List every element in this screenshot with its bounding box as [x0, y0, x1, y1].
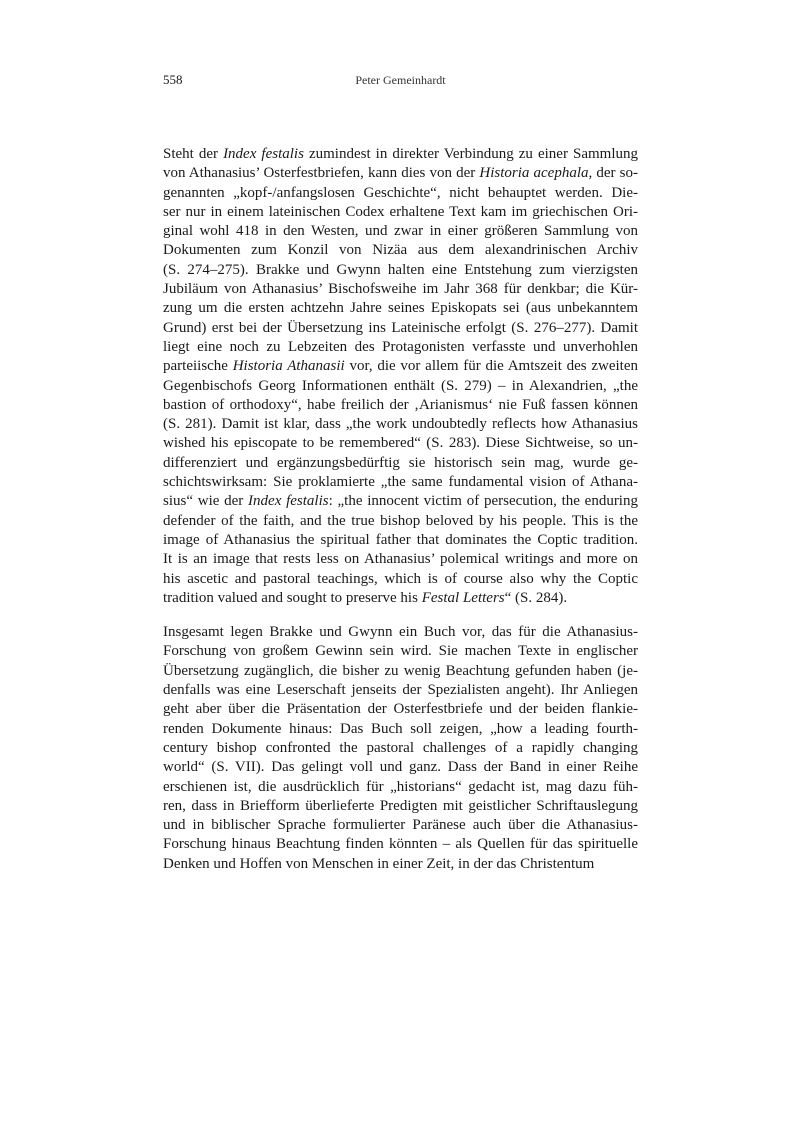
text-line: [163, 512, 638, 531]
text-line: [163, 835, 638, 854]
text-segment: (S. 274–275). Brakke und Gwynn halten eine Entstehung zum vierzigsten: [163, 261, 638, 278]
text-line: [163, 758, 638, 777]
text-line: [163, 280, 638, 299]
text-segment: Insgesamt legen Brakke und Gwynn ein Buch vor, das für die Athanasius-: [163, 624, 638, 641]
text-segment: Dokumenten zum Konzil von Nizäa aus dem alexandrinischen Archiv: [163, 242, 638, 259]
text-segment: genannten „kopf-/anfangslosen Geschichte“, nicht behauptet werden. Die-: [163, 184, 638, 201]
text-segment: ren, dass in Briefform überlieferte Predigten mit geistlicher Schriftauslegung: [163, 797, 638, 814]
text-line: [163, 589, 638, 608]
text-segment: ser nur in einem lateinischen Codex erhaltene Text kam im griechischen Ori-: [163, 203, 638, 220]
text-line: [163, 570, 638, 589]
text-segment: und in biblischer Sprache formulierter Paränese auch über die Athanasius-: [163, 817, 638, 834]
page-number: 558: [163, 72, 183, 87]
text-segment: liegt eine noch zu Lebzeiten des Protagonisten verfasste und unverhohlen: [163, 338, 638, 355]
italic-title: Festal Letters: [421, 589, 505, 606]
text-line: [163, 492, 638, 511]
text-line: [163, 434, 638, 453]
italic-title: Historia acephala: [479, 165, 589, 182]
text-line: [163, 739, 638, 758]
text-line: [163, 550, 638, 569]
body-text: [163, 145, 638, 889]
text-segment: renden Dokumente hinaus: Das Buch soll zeigen, „how a leading fourth-: [163, 720, 638, 737]
text-line: [163, 778, 638, 797]
italic-title: Historia Athanasii: [232, 358, 345, 375]
paragraph: [163, 145, 638, 608]
text-segment: schichtswirksam: Sie proklamierte „the same fundamental vision of Athana-: [163, 474, 638, 491]
text-segment: (S. 281). Damit ist klar, dass „the work undoubtedly reflects how Athanasius: [163, 416, 638, 433]
text-segment: Forschung hinaus Beachtung finden könnten – als Quellen für das spirituelle: [163, 836, 638, 853]
text-line: [163, 261, 638, 280]
text-line: [163, 241, 638, 260]
text-line: [163, 816, 638, 835]
text-segment: century bishop confronted the pastoral challenges of a rapidly changing: [163, 739, 638, 756]
text-segment: geht aber über die Präsentation der Osterfestbriefe und der beiden flankie-: [163, 701, 638, 718]
text-segment: zung um die ersten achtzehn Jahre seines Episkopats sei (aus unbekanntem: [163, 300, 638, 317]
text-line: [163, 662, 638, 681]
text-line: [163, 222, 638, 241]
text-segment: tradition valued and sought to preserve his: [163, 589, 422, 606]
text-segment: Grund) erst bei der Übersetzung ins Lateinische erfolgt (S. 276–277). Damit: [163, 319, 638, 336]
text-segment: Jubiläum von Athanasius’ Bischofsweihe im Jahr 368 für denkbar; die Kür-: [163, 281, 638, 298]
text-line: [163, 473, 638, 492]
text-line: [163, 855, 638, 874]
text-segment: It is an image that rests less on Athanasius’ polemical writings and more on: [163, 551, 638, 568]
text-line: [163, 299, 638, 318]
text-segment: wished his episcopate to be remembered“ (S. 283). Diese Sichtweise, so un-: [163, 435, 638, 452]
text-segment: Forschung von großem Gewinn sein wird. Sie machen Texte in englischer: [163, 643, 638, 660]
text-line: [163, 623, 638, 642]
text-segment: differenziert und ergänzungsbedürftig sie historisch sein mag, wurde ge-: [163, 454, 638, 471]
text-segment: “ (S. 284).: [504, 589, 568, 606]
text-segment: defender of the faith, and the true bishop beloved by his people. This is the: [163, 512, 638, 529]
text-line: [163, 164, 638, 183]
text-segment: erschienen ist, die ausdrücklich für „historians“ gedacht ist, mag dazu füh-: [163, 778, 638, 795]
text-line: [163, 415, 638, 434]
text-line: [163, 797, 638, 816]
text-segment: image of Athanasius the spiritual father that dominates the Coptic tradition.: [163, 531, 638, 548]
italic-title: Index festalis: [223, 146, 304, 162]
text-segment: , der so-: [588, 165, 638, 182]
text-line: [163, 357, 638, 376]
text-line: [163, 454, 638, 473]
text-line: [163, 184, 638, 203]
text-segment: Übersetzung zugänglich, die bisher zu wenig Beachtung gefunden haben (je-: [163, 662, 638, 679]
text-segment: Gegenbischofs Georg Informationen enthält (S. 279) – in Alexandrien, „the: [163, 377, 638, 394]
paragraph: [163, 623, 638, 874]
text-line: [163, 145, 638, 164]
text-line: [163, 319, 638, 338]
text-line: [163, 531, 638, 550]
text-segment: parteiische: [163, 358, 233, 375]
text-line: [163, 720, 638, 739]
text-segment: Denken und Hoffen von Menschen in einer Zeit, in der das Christentum: [163, 855, 595, 872]
text-line: [163, 203, 638, 222]
text-segment: world“ (S. VII). Das gelingt voll und ganz. Dass der Band in einer Reihe: [163, 759, 638, 776]
text-segment: vor, die vor allem für die Amtszeit des zweiten: [344, 358, 639, 375]
text-line: [163, 338, 638, 357]
text-segment: his ascetic and pastoral teachings, which is of course also why the Coptic: [163, 570, 638, 587]
running-head-author: Peter Gemeinhardt: [355, 73, 446, 87]
text-segment: zumindest in direkter Verbindung zu einer Sammlung: [303, 146, 638, 162]
text-line: [163, 700, 638, 719]
running-head: [163, 72, 638, 90]
text-segment: bastion of orthodoxy“, habe freilich der ‚Arianismus‘ nie Fuß fassen können: [163, 396, 638, 413]
text-segment: denfalls was eine Leserschaft jenseits der Spezialisten angeht). Ihr Anliegen: [163, 682, 638, 699]
text-line: [163, 377, 638, 396]
text-line: [163, 642, 638, 661]
text-segment: sius“ wie der: [163, 493, 249, 510]
text-segment: ginal wohl 418 in den Westen, und zwar in einer größeren Sammlung von: [163, 223, 638, 240]
italic-title: Index festalis: [248, 493, 329, 510]
text-segment: von Athanasius’ Osterfestbriefen, kann dies von der: [163, 165, 480, 182]
text-segment: Steht der: [163, 146, 224, 162]
text-segment: : „the innocent victim of persecution, the enduring: [328, 493, 638, 510]
text-line: [163, 396, 638, 415]
text-line: [163, 681, 638, 700]
